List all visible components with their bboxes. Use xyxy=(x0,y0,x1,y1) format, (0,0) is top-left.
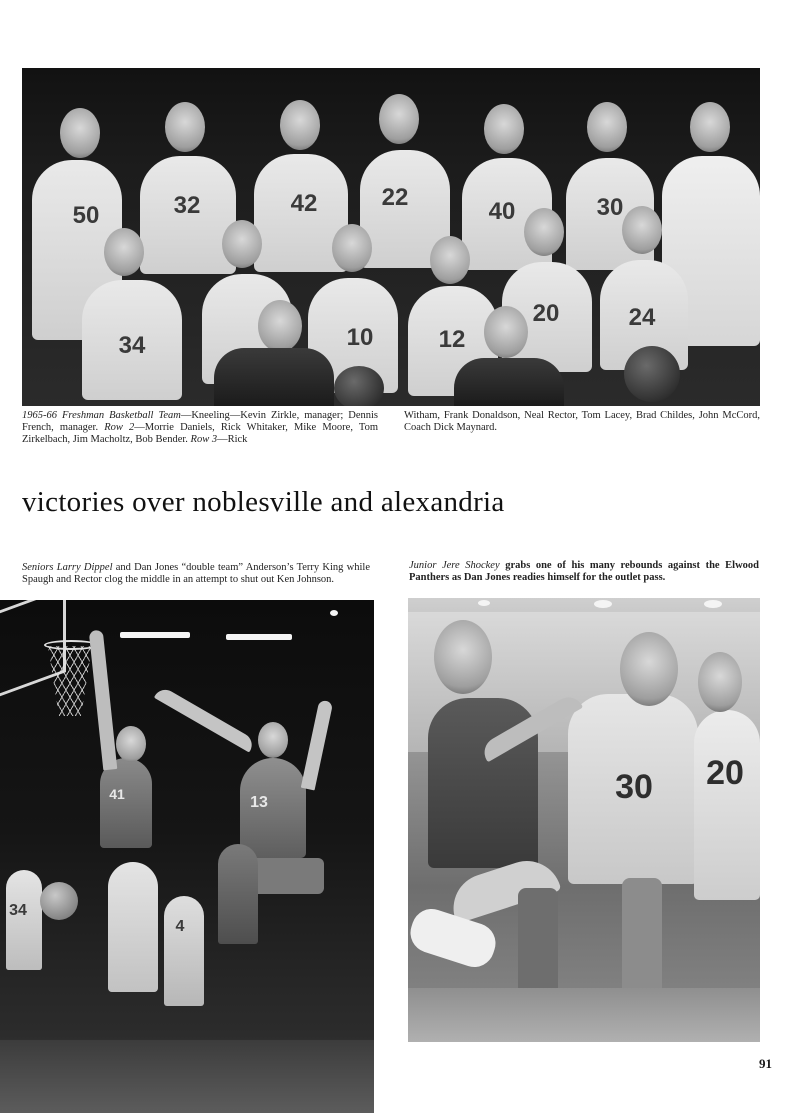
jersey-number: 13 xyxy=(250,794,268,811)
player-head xyxy=(698,652,742,712)
caption-text: —Rick xyxy=(217,434,248,445)
action-photo-left xyxy=(0,600,374,1113)
player-head xyxy=(258,722,288,758)
player-head xyxy=(434,620,492,694)
player-head xyxy=(332,224,372,272)
jersey-number: 30 xyxy=(596,194,624,221)
court-floor xyxy=(0,1040,374,1113)
manager-jacket xyxy=(214,348,334,406)
manager-head xyxy=(258,300,302,352)
jersey-number: 42 xyxy=(290,190,318,217)
jersey-number: 32 xyxy=(173,192,201,219)
caption-row-label: Row 2 xyxy=(104,422,135,433)
basketball xyxy=(40,882,78,920)
jersey-number: 34 xyxy=(9,902,27,919)
jersey-number: 12 xyxy=(438,326,466,353)
ceiling-light xyxy=(330,610,338,616)
player-jersey xyxy=(164,896,204,1006)
player-jersey xyxy=(694,710,760,900)
jersey-number: 20 xyxy=(532,300,560,327)
player-head xyxy=(165,102,205,152)
ceiling-light xyxy=(478,600,490,606)
team-photo-caption-continued: Witham, Frank Donaldson, Neal Rector, Tom Lacey, Brad Childes, John McCord, Coach Dick Maynard. xyxy=(404,410,760,433)
jersey-number: 40 xyxy=(488,198,516,225)
caption-text: grabs one of his many rebounds against the Elwood Panthers as Dan Jones readies himself for the outlet pass. xyxy=(409,560,759,583)
jersey-number: 4 xyxy=(175,918,185,935)
caption-text: and Dan Jones “double team” Anderson’s Terry King while Spaugh and Rector clog the middle in an attempt to shut out Ken Johnson. xyxy=(22,562,370,585)
court-floor xyxy=(408,988,760,1042)
caption-italic-lead: Seniors Larry Dippel xyxy=(22,562,113,573)
jersey-number: 10 xyxy=(346,324,374,351)
caption-text: —Kneeling—Kevin Zirkle, manager; Dennis French, manager. xyxy=(22,410,378,433)
basketball xyxy=(334,366,384,406)
ceiling-light xyxy=(704,600,722,608)
player-head xyxy=(379,94,419,144)
player-head xyxy=(222,220,262,268)
player-shorts xyxy=(250,858,324,894)
jersey-number: 22 xyxy=(381,184,409,211)
player-head xyxy=(620,632,678,706)
player-arm xyxy=(154,685,256,752)
jersey-number: 41 xyxy=(109,786,125,802)
page-number: 91 xyxy=(759,1056,772,1071)
caption-italic-lead: 1965-66 Freshman Basketball Team xyxy=(22,410,181,421)
ceiling-light xyxy=(226,634,292,640)
jersey-number: 20 xyxy=(706,754,744,792)
player-jersey xyxy=(108,862,158,992)
player-arm xyxy=(301,700,333,791)
player-head xyxy=(104,228,144,276)
player-head xyxy=(280,100,320,150)
section-headline: victories over noblesville and alexandria xyxy=(22,486,505,518)
player-head xyxy=(430,236,470,284)
team-photo-caption xyxy=(22,410,378,446)
player-head xyxy=(60,108,100,158)
player-jersey xyxy=(218,844,258,944)
player-jersey xyxy=(6,870,42,970)
jersey-number: 34 xyxy=(118,332,146,359)
jersey-number: 30 xyxy=(615,768,653,806)
caption-row-label: Row 3 xyxy=(190,434,218,445)
ceiling-light xyxy=(594,600,612,608)
caption-italic-lead: Junior Jere Shockey xyxy=(409,560,500,571)
action-caption-left xyxy=(22,562,370,586)
caption-text: —Morrie Daniels, Rick Whitaker, Mike Moore, Tom Zirkelbach, Jim Macholtz, Bob Bender. xyxy=(22,422,378,445)
ceiling-light xyxy=(120,632,190,638)
team-photo xyxy=(22,68,760,406)
player-head xyxy=(690,102,730,152)
jersey-number: 50 xyxy=(72,202,100,229)
action-photo-right xyxy=(408,598,760,1042)
jersey-number: 24 xyxy=(628,304,656,331)
player-head xyxy=(116,726,146,762)
player-head xyxy=(587,102,627,152)
basketball xyxy=(624,346,680,402)
player-head xyxy=(484,104,524,154)
action-caption-right xyxy=(409,560,759,584)
manager-jacket xyxy=(454,358,564,406)
player-arm xyxy=(89,630,118,771)
basketball-net xyxy=(48,646,92,716)
player-jersey xyxy=(100,758,152,848)
